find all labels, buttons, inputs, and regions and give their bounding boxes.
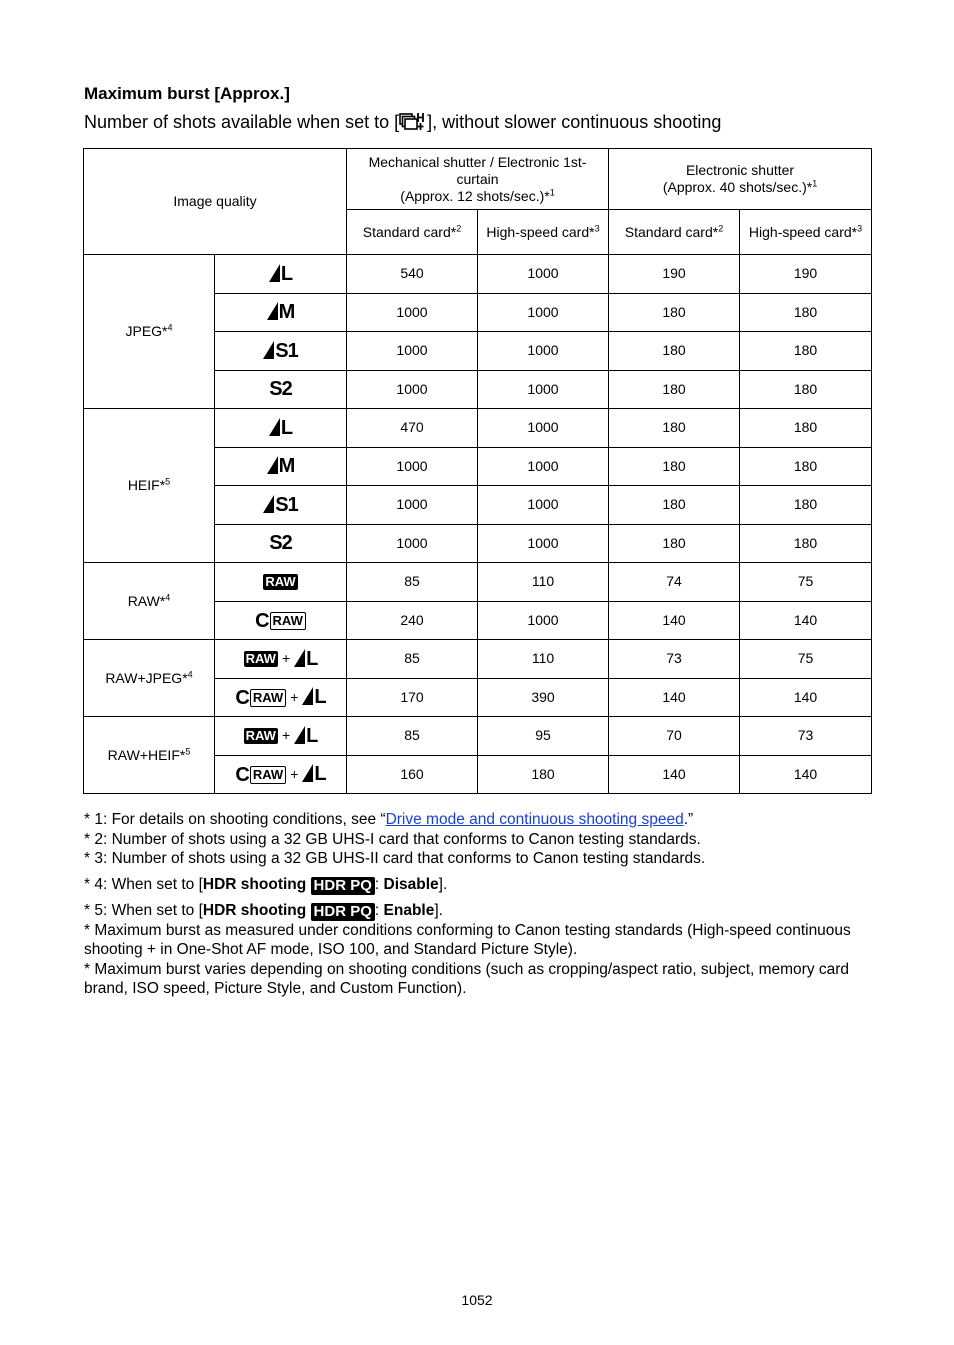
value-cell: 1000 (347, 524, 478, 563)
quality-l-icon (302, 763, 325, 785)
header-standard-card-elec (609, 210, 740, 255)
value-cell: 180 (609, 447, 740, 486)
value-cell: 1000 (478, 293, 609, 332)
quality-icon-cell (215, 563, 347, 602)
value-cell: 95 (478, 717, 609, 756)
value-cell: 180 (740, 524, 872, 563)
quality-m-icon (267, 455, 295, 477)
table-row (84, 640, 872, 679)
value-cell: 1000 (347, 332, 478, 371)
group-label-text: RAW+HEIF* (107, 746, 186, 763)
footnote-1-prefix: * 1: For details on shooting conditions, see “ (84, 811, 386, 828)
footnote-4-colon: : (374, 875, 384, 893)
table-row (84, 717, 872, 756)
value-cell: 140 (609, 755, 740, 794)
full-frame-triangle-icon (267, 302, 278, 320)
footnote-5-prefix: * 5: When set to [ (84, 901, 203, 919)
full-frame-triangle-icon (267, 456, 278, 474)
craw-icon (255, 609, 306, 632)
quality-icon-cell (215, 370, 347, 409)
value-cell: 470 (347, 409, 478, 448)
quality-m-icon (267, 301, 295, 323)
value-cell: 1000 (478, 601, 609, 640)
quality-l-icon (269, 263, 292, 285)
quality-l-text: L (306, 724, 318, 747)
full-frame-triangle-icon (269, 418, 280, 436)
craw-c-text: C (255, 609, 269, 632)
subheading-text-after: ], without slower continuous shooting (427, 112, 722, 132)
group-label-sup: 4 (187, 668, 193, 679)
group-label-text: JPEG* (125, 323, 168, 339)
group-label (84, 717, 215, 794)
full-frame-triangle-icon (294, 726, 305, 744)
hs-card-sup: 3 (594, 222, 600, 233)
footnote-1 (84, 810, 874, 830)
full-frame-triangle-icon (302, 687, 313, 705)
value-cell: 170 (347, 678, 478, 717)
value-cell: 73 (609, 640, 740, 679)
value-cell: 180 (609, 486, 740, 525)
section-subheading (84, 111, 721, 136)
std-card-label: Standard card* (624, 223, 719, 240)
value-cell: 1000 (347, 370, 478, 409)
value-cell: 140 (740, 678, 872, 717)
quality-icon-cell (215, 486, 347, 525)
value-cell: 85 (347, 717, 478, 756)
full-frame-triangle-icon (263, 495, 274, 513)
mechanical-sup: 1 (549, 186, 555, 197)
electronic-sup: 1 (812, 178, 818, 189)
raw-icon: RAW (245, 727, 276, 743)
full-frame-triangle-icon (269, 264, 280, 282)
hdr-pq-icon: HDR PQ (311, 877, 375, 895)
raw-icon: RAW (245, 650, 276, 666)
quality-icon-cell (215, 601, 347, 640)
value-cell: 70 (609, 717, 740, 756)
plus-sign: + (281, 727, 291, 744)
value-cell: 180 (740, 486, 872, 525)
quality-icon-cell (215, 524, 347, 563)
value-cell: 85 (347, 640, 478, 679)
value-cell: 1000 (347, 486, 478, 525)
header-electronic-shutter (609, 149, 872, 210)
footnote-4-bold: HDR shooting (202, 875, 307, 893)
page-number: 1052 (461, 1292, 493, 1308)
quality-l-icon (302, 686, 325, 708)
std-card-label: Standard card* (362, 223, 457, 240)
quality-icon-cell (215, 640, 347, 679)
quality-icon-cell (215, 717, 347, 756)
footnotes (84, 810, 874, 999)
value-cell: 1000 (478, 255, 609, 294)
footnote-5 (84, 901, 874, 921)
value-cell: 180 (740, 409, 872, 448)
value-cell: 1000 (478, 370, 609, 409)
quality-icon-cell (215, 447, 347, 486)
craw-raw-text: RAW (270, 612, 306, 630)
value-cell: 240 (347, 601, 478, 640)
continuous-shooting-h-icon (399, 111, 427, 136)
group-label-sup: 5 (185, 745, 191, 756)
mechanical-line2: (Approx. 12 shots/sec.)* (400, 187, 550, 204)
quality-icon-cell (215, 678, 347, 717)
value-cell: 180 (740, 447, 872, 486)
value-cell: 190 (740, 255, 872, 294)
value-cell: 180 (740, 332, 872, 371)
value-cell: 390 (478, 678, 609, 717)
quality-s2-icon (269, 378, 291, 400)
header-highspeed-card-elec (740, 210, 872, 255)
value-cell: 1000 (478, 332, 609, 371)
quality-icon-cell (215, 755, 347, 794)
group-label-sup: 4 (165, 591, 171, 602)
quality-s2-icon (269, 532, 291, 554)
header-mechanical-shutter (347, 149, 609, 210)
group-label (84, 563, 215, 640)
footnote-4-suffix: ]. (438, 875, 448, 893)
value-cell: 1000 (347, 447, 478, 486)
group-label-sup: 4 (167, 322, 173, 333)
group-label-text: RAW* (127, 592, 166, 609)
hs-card-label: High-speed card* (486, 223, 595, 240)
value-cell: 190 (609, 255, 740, 294)
value-cell: 1000 (478, 409, 609, 448)
quality-m-text: M (278, 455, 295, 478)
raw-icon: RAW (265, 574, 296, 590)
quality-m-text: M (278, 301, 295, 324)
quality-l-icon (294, 725, 317, 747)
value-cell: 180 (609, 370, 740, 409)
footnote-5-suffix: ]. (434, 901, 443, 919)
quality-l-text: L (280, 262, 293, 285)
craw-c-text: C (235, 686, 249, 709)
value-cell: 180 (609, 332, 740, 371)
footnote-3: * 3: Number of shots using a 32 GB UHS-II card that conforms to Canon testing standards. (84, 850, 706, 867)
footnote-4-value: Disable (383, 875, 439, 893)
footnote-5-value: Enable (383, 901, 435, 919)
footnote-1-suffix: .” (683, 811, 694, 828)
group-label (84, 409, 215, 563)
quality-l-text: L (280, 416, 293, 439)
value-cell: 85 (347, 563, 478, 602)
table-row (84, 409, 872, 448)
value-cell: 180 (609, 293, 740, 332)
hs-card-sup: 3 (857, 222, 863, 233)
quality-l-text: L (314, 686, 326, 709)
quality-l-icon (269, 417, 292, 439)
value-cell: 74 (609, 563, 740, 602)
value-cell: 140 (740, 601, 872, 640)
craw-icon (235, 763, 286, 786)
electronic-line2: (Approx. 40 shots/sec.)* (662, 179, 813, 195)
quality-l-text: L (306, 647, 318, 670)
hdr-pq-icon: HDR PQ (311, 903, 375, 921)
value-cell: 140 (740, 755, 872, 794)
std-card-sup: 2 (718, 222, 724, 233)
plus-sign: + (290, 765, 299, 782)
value-cell: 1000 (347, 293, 478, 332)
group-label-sup: 5 (165, 476, 171, 487)
value-cell: 75 (740, 563, 872, 602)
std-card-sup: 2 (456, 222, 462, 233)
craw-c-text: C (235, 763, 249, 786)
value-cell: 160 (347, 755, 478, 794)
craw-raw-text: RAW (250, 689, 286, 707)
full-frame-triangle-icon (294, 649, 305, 667)
quality-icon-cell (215, 332, 347, 371)
plus-sign: + (281, 650, 291, 667)
value-cell: 180 (609, 524, 740, 563)
plus-sign: + (290, 688, 299, 705)
hs-card-label: High-speed card* (748, 223, 858, 240)
header-image-quality: Image quality (84, 149, 347, 255)
quality-s1-icon (263, 340, 297, 362)
section-heading: Maximum burst [Approx.] (84, 84, 290, 103)
value-cell: 180 (740, 293, 872, 332)
max-burst-table (83, 148, 872, 794)
quality-s2-text: S2 (269, 378, 292, 401)
header-standard-card-mech (347, 210, 478, 255)
value-cell: 110 (478, 640, 609, 679)
subheading-text-before: Number of shots available when set to [ (84, 112, 400, 132)
group-label (84, 255, 215, 409)
quality-l-icon (294, 648, 317, 670)
footnote-4-prefix: * 4: When set to [ (84, 875, 203, 893)
header-row-1 (84, 149, 872, 210)
mechanical-line1: Mechanical shutter / Electronic 1st-curtain (368, 153, 587, 187)
footnote-7: * Maximum burst varies depending on shooting conditions (such as cropping/aspect ratio, subject, memory card brand, ISO speed, Picture Style, and Custom Function). (84, 960, 850, 997)
full-frame-triangle-icon (302, 764, 313, 782)
group-label-text: RAW+JPEG* (105, 669, 188, 686)
footnote-6: * Maximum burst as measured under conditions conforming to Canon testing standards (High-speed continuous shooting + in One-Shot AF mode, ISO 100, and Standard Picture Style). (84, 921, 851, 958)
value-cell: 75 (740, 640, 872, 679)
value-cell: 73 (740, 717, 872, 756)
header-highspeed-card-mech (478, 210, 609, 255)
full-frame-triangle-icon (263, 341, 274, 359)
footnote-2: * 2: Number of shots using a 32 GB UHS-I card that conforms to Canon testing standards. (84, 830, 701, 848)
table-row (84, 255, 872, 294)
quality-s2-text: S2 (269, 532, 292, 555)
craw-raw-text: RAW (250, 766, 286, 784)
footnote-5-bold: HDR shooting (202, 901, 307, 919)
footnote-4 (84, 875, 874, 895)
value-cell: 140 (609, 601, 740, 640)
value-cell: 1000 (478, 486, 609, 525)
value-cell: 180 (740, 370, 872, 409)
quality-s1-text: S1 (275, 339, 298, 362)
value-cell: 1000 (478, 447, 609, 486)
quality-s1-text: S1 (275, 493, 298, 516)
value-cell: 180 (609, 409, 740, 448)
craw-icon (235, 686, 286, 709)
electronic-line1: Electronic shutter (685, 162, 795, 178)
value-cell: 540 (347, 255, 478, 294)
value-cell: 1000 (478, 524, 609, 563)
group-label (84, 640, 215, 717)
drive-mode-link[interactable]: Drive mode and continuous shooting speed (385, 811, 684, 828)
quality-icon-cell (215, 255, 347, 294)
value-cell: 180 (478, 755, 609, 794)
quality-icon-cell (215, 409, 347, 448)
group-label-text: HEIF* (127, 477, 166, 493)
value-cell: 110 (478, 563, 609, 602)
value-cell: 140 (609, 678, 740, 717)
quality-s1-icon (263, 494, 297, 516)
footnote-5-colon: : (374, 901, 384, 919)
table-row (84, 563, 872, 602)
quality-icon-cell (215, 293, 347, 332)
quality-l-text: L (314, 763, 326, 786)
